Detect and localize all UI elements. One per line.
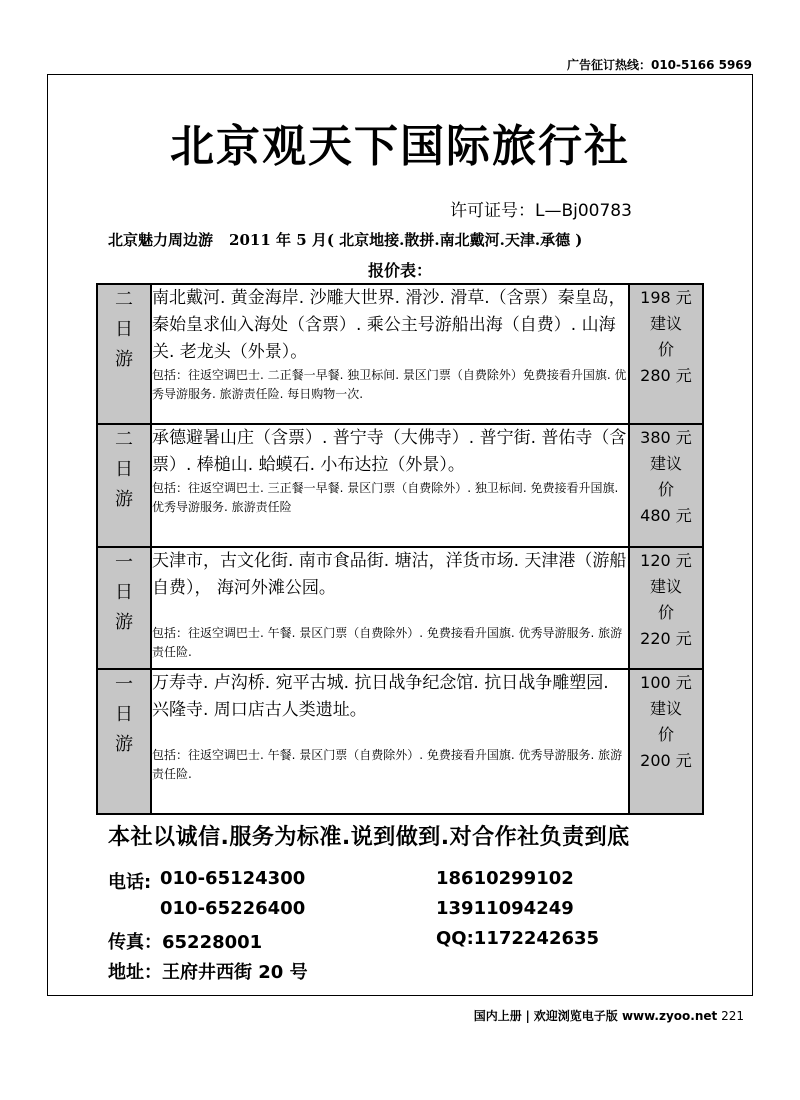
- tour-price: [629, 547, 703, 669]
- tour-description: [151, 284, 629, 424]
- page-number: 221: [721, 1009, 744, 1023]
- tour-itinerary: 天津市，古文化街. 南市食品街. 塘沽，洋货市场. 天津港（游船自费）， 海河外滩公园。: [152, 551, 627, 598]
- duration-char: 游: [115, 349, 133, 370]
- page-footer: [474, 1007, 744, 1024]
- price-line: 380 元: [640, 428, 692, 447]
- phone-number-1: 010-65124300: [160, 868, 306, 889]
- tour-includes: 包括：往返空调巴士. 二正餐一早餐. 独卫标间. 景区门票（自费除外）免费接看升国旗. 优秀导游服务. 旅游责任险. 每日购物一次.: [152, 368, 627, 401]
- tour-row: [97, 547, 703, 669]
- ad-hotline: 广告征订热线：010-5166 5969: [566, 58, 752, 72]
- tour-duration: [97, 547, 151, 669]
- price-line: 480 元: [640, 506, 692, 525]
- footer-separator: |: [525, 1009, 530, 1023]
- phone-number-2: 010-65226400: [160, 898, 306, 919]
- qq-number: QQ:1172242635: [436, 928, 600, 949]
- price-line: 建议: [649, 454, 682, 473]
- agency-slogan: 本社以诚信.服务为标准.说到做到.对合作社负责到底: [108, 825, 630, 850]
- footer-site: 欢迎浏览电子版 www.zyoo.net: [533, 1009, 718, 1023]
- price-line: 建议: [649, 699, 682, 718]
- subtitle-left: 北京魅力周边游: [108, 231, 214, 249]
- price-line: 198 元: [640, 288, 692, 307]
- price-line: 120 元: [640, 551, 692, 570]
- price-line: 价: [657, 480, 674, 499]
- tour-price: [629, 424, 703, 547]
- tour-duration: [97, 424, 151, 547]
- tour-duration: [97, 284, 151, 424]
- duration-char: 二: [115, 429, 133, 450]
- price-table-heading: 报价表：: [367, 261, 432, 280]
- tour-price: [629, 669, 703, 814]
- tour-row: [97, 669, 703, 814]
- duration-char: 一: [115, 552, 133, 573]
- fax-number: 传真：65228001: [108, 932, 263, 953]
- tour-description: [151, 547, 629, 669]
- subtitle-right: 2011 年 5 月( 北京地接.散拼.南北戴河.天津.承德 ): [229, 231, 583, 249]
- price-line: 建议: [649, 577, 682, 596]
- license-number: 许可证号：L—Bj00783: [450, 201, 632, 221]
- price-line: 100 元: [640, 673, 692, 692]
- duration-char: 日: [115, 459, 133, 480]
- duration-char: 日: [115, 319, 133, 340]
- tour-description: [151, 669, 629, 814]
- agency-title: 北京观天下国际旅行社: [170, 121, 630, 172]
- tour-subtitle: [108, 229, 582, 250]
- mobile-number-2: 13911094249: [436, 898, 574, 919]
- address: 地址：王府井西街 20 号: [108, 962, 308, 983]
- tour-description: [151, 424, 629, 547]
- tour-itinerary: 南北戴河. 黄金海岸. 沙雕大世界. 滑沙. 滑草.（含票）秦皇岛，秦始皇求仙入海处（含票）. 乘公主号游船出海（自费）. 山海关. 老龙头（外景）。: [152, 288, 626, 362]
- tour-row: [97, 424, 703, 547]
- tour-duration: [97, 669, 151, 814]
- price-line: 价: [657, 340, 674, 359]
- mobile-number-1: 18610299102: [436, 868, 574, 889]
- price-line: 建议: [649, 314, 682, 333]
- phone-label: 电话:: [108, 872, 152, 893]
- footer-section: 国内上册: [473, 1009, 522, 1023]
- tour-price: [629, 284, 703, 424]
- price-line: 价: [657, 603, 674, 622]
- price-line: 200 元: [640, 751, 692, 770]
- tour-includes: 包括：往返空调巴士. 午餐. 景区门票（自费除外）. 免费接看升国旗. 优秀导游服务. 旅游责任险.: [152, 626, 623, 659]
- tour-row: [97, 284, 703, 424]
- duration-char: 游: [115, 489, 133, 510]
- price-line: 220 元: [640, 629, 692, 648]
- price-table: [96, 283, 704, 815]
- tour-includes: 包括：往返空调巴士. 三正餐一早餐. 景区门票（自费除外）. 独卫标间. 免费接看升国旗. 优秀导游服务. 旅游责任险: [152, 481, 619, 514]
- duration-char: 一: [115, 674, 133, 695]
- duration-char: 日: [115, 704, 133, 725]
- duration-char: 游: [115, 612, 133, 633]
- tour-includes: 包括：往返空调巴士. 午餐. 景区门票（自费除外）. 免费接看升国旗. 优秀导游服务. 旅游责任险.: [152, 748, 623, 781]
- duration-char: 日: [115, 582, 133, 603]
- duration-char: 游: [115, 734, 133, 755]
- price-line: 280 元: [640, 366, 692, 385]
- price-line: 价: [657, 725, 674, 744]
- tour-itinerary: 承德避暑山庄（含票）. 普宁寺（大佛寺）. 普宁街. 普佑寺（含票）. 棒槌山. 蛤蟆石. 小布达拉（外景）。: [152, 428, 627, 475]
- duration-char: 二: [115, 289, 133, 310]
- tour-itinerary: 万寿寺. 卢沟桥. 宛平古城. 抗日战争纪念馆. 抗日战争雕塑园. 兴隆寺. 周口店古人类遗址。: [152, 673, 609, 720]
